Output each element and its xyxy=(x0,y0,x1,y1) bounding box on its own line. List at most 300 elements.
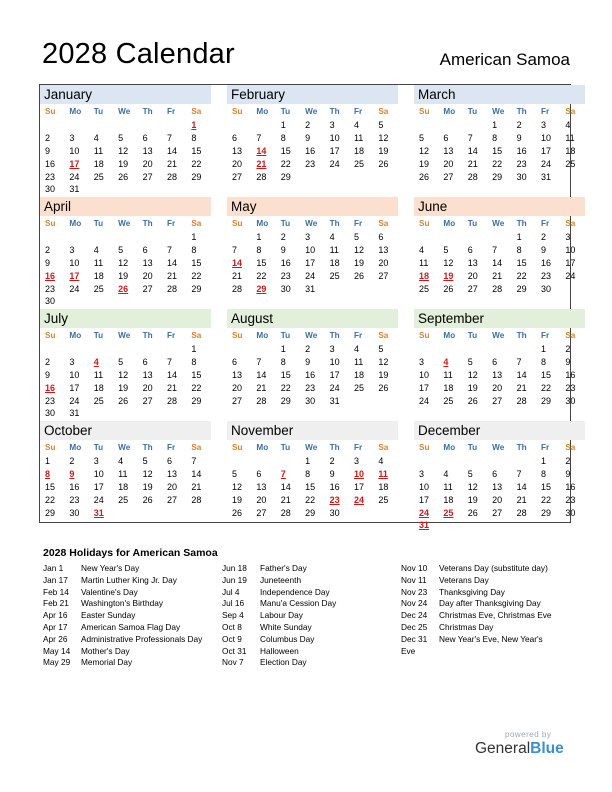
day-cell: 27 xyxy=(467,283,478,294)
day-cell: 11 xyxy=(419,257,429,268)
month-july xyxy=(40,309,211,420)
month-june xyxy=(414,197,585,295)
day-cell: 26 xyxy=(118,171,129,182)
day-cell: 12 xyxy=(118,369,129,380)
day-cell: 21 xyxy=(166,382,177,393)
holiday-name: Veterans Day (substitute day) xyxy=(439,563,548,573)
day-cell: 20 xyxy=(142,382,153,393)
weekday-label: Sa xyxy=(565,331,576,340)
holiday-name: American Samoa Flag Day xyxy=(81,621,181,632)
day-cell: 11 xyxy=(378,468,388,479)
weekday-label: Mo xyxy=(256,331,269,340)
day-cell: 16 xyxy=(565,369,576,380)
holiday-row xyxy=(401,598,571,610)
empty-cell xyxy=(64,343,88,356)
day-cell: 19 xyxy=(118,270,129,281)
weekday-label: Th xyxy=(516,219,527,228)
weekday-label: Su xyxy=(232,331,243,340)
day-cell: 23 xyxy=(305,158,316,169)
weekday-label: Th xyxy=(142,219,153,228)
day-cell: 27 xyxy=(492,507,503,518)
empty-cell xyxy=(227,343,251,356)
holiday-date: Apr 16 xyxy=(43,610,68,621)
day-cell: 7 xyxy=(166,356,172,367)
powered-by-text: powered by xyxy=(505,730,552,739)
day-cell: 20 xyxy=(166,481,177,492)
day-cell: 4 xyxy=(378,456,384,466)
day-cell: 15 xyxy=(191,257,202,268)
day-cell: 11 xyxy=(353,132,364,143)
weekday-label: Th xyxy=(142,331,153,340)
day-cell: 16 xyxy=(305,369,316,380)
day-cell: 13 xyxy=(492,369,503,380)
holiday-date: Dec 25 xyxy=(401,621,428,632)
holiday-date: Feb 21 xyxy=(43,598,69,609)
day-cell: 3 xyxy=(329,344,335,354)
day-cell: 5 xyxy=(142,456,148,466)
day-cell: 21 xyxy=(191,481,202,492)
day-cell: 15 xyxy=(256,257,267,268)
day-cell: 8 xyxy=(45,468,51,479)
day-cell: 2 xyxy=(45,132,51,143)
day-cell: 31 xyxy=(329,395,340,406)
day-cell: 13 xyxy=(232,369,243,380)
month-november xyxy=(227,421,398,519)
empty-cell xyxy=(438,455,462,468)
day-cell: 6 xyxy=(142,244,148,255)
day-cell: 12 xyxy=(378,356,389,367)
holiday-date: Nov 11 xyxy=(401,574,427,585)
day-cell: 7 xyxy=(492,244,498,255)
empty-cell xyxy=(113,119,137,132)
day-cell: 25 xyxy=(353,158,364,169)
day-cell: 12 xyxy=(419,145,430,156)
day-cell: 30 xyxy=(565,395,576,406)
day-cell: 20 xyxy=(232,158,243,169)
day-cell: 26 xyxy=(467,507,478,518)
day-grid xyxy=(414,119,585,183)
day-cell: 5 xyxy=(118,356,124,367)
day-cell: 10 xyxy=(69,369,80,380)
weekday-label: Th xyxy=(516,331,527,340)
month-march xyxy=(414,85,585,183)
day-cell: 5 xyxy=(443,244,449,255)
day-cell: 1 xyxy=(540,456,546,466)
day-cell: 13 xyxy=(378,244,389,255)
day-cell: 26 xyxy=(142,494,153,505)
empty-cell xyxy=(89,231,113,244)
day-cell: 15 xyxy=(191,145,202,156)
holiday-name: Washington's Birthday xyxy=(81,598,163,609)
day-cell: 9 xyxy=(540,244,546,255)
holiday-date: Jan 1 xyxy=(43,563,64,573)
day-cell: 5 xyxy=(118,244,124,255)
day-cell: 19 xyxy=(118,382,129,393)
day-cell: 12 xyxy=(467,369,478,380)
day-cell: 26 xyxy=(232,507,243,518)
weekday-label: We xyxy=(118,219,131,228)
holiday-row xyxy=(401,587,571,599)
weekday-header xyxy=(227,328,398,343)
day-cell: 20 xyxy=(443,158,454,169)
day-cell: 7 xyxy=(516,468,522,479)
day-cell: 4 xyxy=(353,120,359,130)
day-cell: 7 xyxy=(467,132,473,143)
day-cell: 23 xyxy=(45,171,56,182)
day-cell: 15 xyxy=(280,145,291,156)
weekday-label: Mo xyxy=(443,219,456,228)
day-cell: 29 xyxy=(540,395,551,406)
weekday-label: Tu xyxy=(280,443,291,452)
day-cell: 30 xyxy=(45,296,56,307)
weekday-label: Mo xyxy=(69,107,82,116)
day-cell: 12 xyxy=(353,244,364,255)
day-cell: 28 xyxy=(516,507,527,518)
holiday-date: Dec 31 xyxy=(401,633,428,644)
day-cell: 21 xyxy=(467,158,478,169)
empty-cell xyxy=(463,455,487,468)
weekday-label: Sa xyxy=(378,219,389,228)
weekday-label: Mo xyxy=(69,443,82,452)
weekday-label: Th xyxy=(516,443,527,452)
holiday-name: White Sunday xyxy=(260,621,312,632)
day-cell: 24 xyxy=(419,507,430,518)
day-cell: 21 xyxy=(256,382,267,393)
day-cell: 4 xyxy=(353,344,359,354)
day-cell: 31 xyxy=(93,507,104,518)
day-cell: 12 xyxy=(118,145,129,156)
weekday-label: Tu xyxy=(467,443,478,452)
weekday-label: Su xyxy=(232,443,243,452)
day-cell: 28 xyxy=(492,283,503,294)
day-cell: 19 xyxy=(467,494,478,505)
day-cell: 5 xyxy=(467,356,473,367)
day-cell: 5 xyxy=(378,120,384,130)
weekday-label: Mo xyxy=(256,107,269,116)
day-cell: 18 xyxy=(93,158,104,169)
day-cell: 16 xyxy=(45,270,56,281)
day-cell: 3 xyxy=(419,468,425,479)
weekday-label: We xyxy=(118,443,131,452)
day-cell: 24 xyxy=(565,270,576,281)
day-cell: 24 xyxy=(93,494,104,505)
day-cell: 8 xyxy=(540,468,546,479)
day-cell: 6 xyxy=(492,356,498,367)
day-cell: 28 xyxy=(256,395,267,406)
weekday-label: Th xyxy=(329,443,340,452)
day-cell: 11 xyxy=(118,468,128,479)
day-cell: 1 xyxy=(191,344,197,354)
day-cell: 9 xyxy=(305,356,311,367)
day-cell: 27 xyxy=(443,171,454,182)
holiday-row xyxy=(43,575,213,587)
day-cell: 4 xyxy=(93,356,99,367)
empty-cell xyxy=(487,231,511,244)
day-cell: 31 xyxy=(540,171,551,182)
day-cell: 3 xyxy=(305,232,311,242)
day-cell: 2 xyxy=(45,244,51,255)
day-cell: 1 xyxy=(492,120,498,130)
holiday-date: Nov 7 xyxy=(222,657,244,668)
month-august xyxy=(227,309,398,407)
holiday-row xyxy=(401,634,571,646)
holiday-name: Christmas Eve, Christmas Eve xyxy=(439,610,552,621)
weekday-label: Tu xyxy=(93,331,104,340)
holiday-name: Day after Thanksgiving Day xyxy=(439,598,541,609)
day-cell: 3 xyxy=(69,356,75,367)
day-cell: 28 xyxy=(516,395,527,406)
day-cell: 22 xyxy=(256,270,267,281)
empty-cell xyxy=(414,455,438,468)
day-cell: 9 xyxy=(305,132,311,143)
day-cell: 23 xyxy=(565,494,576,505)
holiday-name: Election Day xyxy=(260,657,307,668)
day-cell: 16 xyxy=(69,481,80,492)
holiday-list-column xyxy=(222,563,392,669)
empty-cell xyxy=(251,455,275,468)
day-cell: 24 xyxy=(69,171,80,182)
day-cell: 3 xyxy=(69,132,75,143)
day-cell: 4 xyxy=(93,132,99,143)
day-cell: 21 xyxy=(492,270,503,281)
day-cell: 28 xyxy=(467,171,478,182)
day-cell: 14 xyxy=(256,145,267,156)
holiday-date: Feb 14 xyxy=(43,586,69,597)
day-cell: 22 xyxy=(305,494,316,505)
day-grid xyxy=(40,455,211,519)
day-cell: 3 xyxy=(93,456,99,466)
day-cell: 27 xyxy=(492,395,503,406)
month-name: October xyxy=(40,421,211,440)
holiday-name: Christmas Day xyxy=(439,621,494,632)
weekday-label: Tu xyxy=(280,219,291,228)
day-cell: 29 xyxy=(305,507,316,518)
weekday-label: Fr xyxy=(166,107,176,116)
day-cell: 2 xyxy=(280,232,286,242)
day-cell: 22 xyxy=(45,494,56,505)
month-name: June xyxy=(414,197,585,216)
day-cell: 12 xyxy=(467,481,478,492)
weekday-label: Th xyxy=(142,107,153,116)
day-cell: 30 xyxy=(305,395,316,406)
day-cell: 9 xyxy=(565,468,571,479)
day-cell: 16 xyxy=(305,145,316,156)
day-cell: 27 xyxy=(232,395,243,406)
month-name: January xyxy=(40,85,211,104)
empty-cell xyxy=(40,343,64,356)
day-cell: 25 xyxy=(353,382,364,393)
day-cell: 23 xyxy=(540,270,551,281)
weekday-label: Mo xyxy=(256,219,269,228)
holiday-date: Jun 19 xyxy=(222,574,247,585)
holiday-row xyxy=(222,646,392,658)
day-cell: 25 xyxy=(443,507,454,518)
generalblue-logo[interactable] xyxy=(475,740,564,758)
day-cell: 21 xyxy=(516,494,527,505)
day-cell: 1 xyxy=(280,120,286,130)
day-cell: 1 xyxy=(256,232,262,242)
holidays-title: 2028 Holidays for American Samoa xyxy=(43,547,218,559)
weekday-header xyxy=(414,440,585,455)
day-cell: 28 xyxy=(256,171,267,182)
day-cell: 14 xyxy=(516,369,527,380)
month-name: July xyxy=(40,309,211,328)
day-cell: 10 xyxy=(419,369,430,380)
empty-cell xyxy=(487,343,511,356)
day-cell: 23 xyxy=(45,283,56,294)
day-cell: 30 xyxy=(45,184,56,195)
weekday-label: Su xyxy=(45,443,56,452)
weekday-label: Su xyxy=(419,107,430,116)
day-cell: 31 xyxy=(419,520,430,531)
day-cell: 8 xyxy=(256,244,262,255)
empty-cell xyxy=(64,231,88,244)
weekday-label: Tu xyxy=(467,219,478,228)
holiday-date: Dec 24 xyxy=(401,610,428,621)
day-cell: 20 xyxy=(142,270,153,281)
weekday-label: Fr xyxy=(353,107,363,116)
weekday-label: Tu xyxy=(467,331,478,340)
holiday-row xyxy=(222,622,392,634)
holiday-row xyxy=(222,657,392,669)
day-cell: 2 xyxy=(329,456,335,466)
empty-cell xyxy=(512,455,536,468)
weekday-header xyxy=(227,440,398,455)
day-cell: 18 xyxy=(353,145,364,156)
weekday-label: Fr xyxy=(540,331,550,340)
holiday-date: May 29 xyxy=(43,657,71,668)
day-cell: 18 xyxy=(443,494,454,505)
weekday-label: Sa xyxy=(378,331,389,340)
day-cell: 28 xyxy=(232,283,243,294)
day-cell: 7 xyxy=(256,132,262,143)
day-cell: 2 xyxy=(516,120,522,130)
holiday-name: Columbus Day xyxy=(260,633,315,644)
holiday-date: Nov 10 xyxy=(401,563,428,573)
month-october xyxy=(40,421,211,519)
day-cell: 16 xyxy=(280,257,291,268)
day-grid xyxy=(40,343,211,420)
day-cell: 6 xyxy=(256,468,262,479)
day-cell: 5 xyxy=(419,132,425,143)
weekday-label: Fr xyxy=(166,219,176,228)
day-cell: 10 xyxy=(419,481,430,492)
day-cell: 9 xyxy=(329,468,335,479)
day-cell: 7 xyxy=(166,244,172,255)
day-cell: 25 xyxy=(329,270,340,281)
weekday-label: Tu xyxy=(280,331,291,340)
holiday-name: Memorial Day xyxy=(81,657,133,668)
day-cell: 17 xyxy=(93,481,104,492)
day-cell: 9 xyxy=(45,257,51,268)
day-cell: 9 xyxy=(565,356,571,367)
day-cell: 17 xyxy=(69,158,80,169)
day-cell: 16 xyxy=(540,257,551,268)
day-cell: 29 xyxy=(492,171,503,182)
day-cell: 25 xyxy=(118,494,129,505)
holiday-date: Sep 4 xyxy=(222,610,244,621)
weekday-label: Sa xyxy=(191,107,202,116)
month-name: February xyxy=(227,85,398,104)
weekday-label: Sa xyxy=(565,443,576,452)
day-cell: 27 xyxy=(142,395,153,406)
weekday-label: Tu xyxy=(93,443,104,452)
day-cell: 26 xyxy=(353,270,364,281)
day-cell: 24 xyxy=(305,270,316,281)
day-cell: 16 xyxy=(565,481,576,492)
weekday-label: Su xyxy=(419,443,430,452)
empty-cell xyxy=(438,343,462,356)
day-cell: 18 xyxy=(353,369,364,380)
holiday-list-column xyxy=(401,563,571,657)
day-cell: 30 xyxy=(45,408,56,419)
day-cell: 2 xyxy=(540,232,546,242)
day-cell: 8 xyxy=(191,356,197,367)
day-cell: 17 xyxy=(69,270,80,281)
empty-cell xyxy=(40,119,64,132)
day-cell: 14 xyxy=(166,369,177,380)
day-grid xyxy=(227,119,398,183)
day-cell: 6 xyxy=(492,468,498,479)
weekday-label: Fr xyxy=(540,219,550,228)
holiday-row xyxy=(222,598,392,610)
day-cell: 29 xyxy=(280,171,291,182)
day-cell: 4 xyxy=(93,244,99,255)
day-cell: 11 xyxy=(443,369,453,380)
day-cell: 23 xyxy=(280,270,291,281)
day-cell: 2 xyxy=(305,344,311,354)
day-cell: 22 xyxy=(280,158,291,169)
holiday-name: New Year's Eve, New Year's xyxy=(439,633,543,644)
weekday-label: Su xyxy=(419,219,430,228)
day-cell: 8 xyxy=(492,132,498,143)
day-cell: 12 xyxy=(142,468,153,479)
holiday-name-continuation: Eve xyxy=(401,645,416,656)
weekday-label: Tu xyxy=(280,107,291,116)
holiday-row xyxy=(222,587,392,599)
month-may xyxy=(227,197,398,295)
day-cell: 10 xyxy=(565,244,576,255)
empty-cell xyxy=(40,231,64,244)
day-cell: 16 xyxy=(329,481,340,492)
empty-cell xyxy=(227,455,251,468)
day-cell: 13 xyxy=(467,257,478,268)
weekday-label: Fr xyxy=(353,443,363,452)
day-cell: 3 xyxy=(329,120,335,130)
day-cell: 9 xyxy=(69,468,75,479)
day-cell: 22 xyxy=(540,382,551,393)
day-cell: 31 xyxy=(69,184,80,195)
day-cell: 25 xyxy=(93,283,104,294)
day-cell: 29 xyxy=(256,283,267,294)
day-cell: 12 xyxy=(378,132,389,143)
day-cell: 25 xyxy=(565,158,576,169)
day-cell: 3 xyxy=(69,244,75,255)
weekday-label: Sa xyxy=(565,107,576,116)
day-cell: 23 xyxy=(45,395,56,406)
month-april xyxy=(40,197,211,308)
day-cell: 25 xyxy=(443,395,454,406)
day-cell: 8 xyxy=(305,468,311,479)
day-cell: 28 xyxy=(166,171,177,182)
day-cell: 15 xyxy=(305,481,316,492)
day-cell: 10 xyxy=(69,145,80,156)
holiday-date: Apr 26 xyxy=(43,633,68,644)
day-cell: 18 xyxy=(118,481,129,492)
day-cell: 22 xyxy=(280,382,291,393)
weekday-label: Mo xyxy=(256,443,269,452)
day-cell: 23 xyxy=(69,494,80,505)
